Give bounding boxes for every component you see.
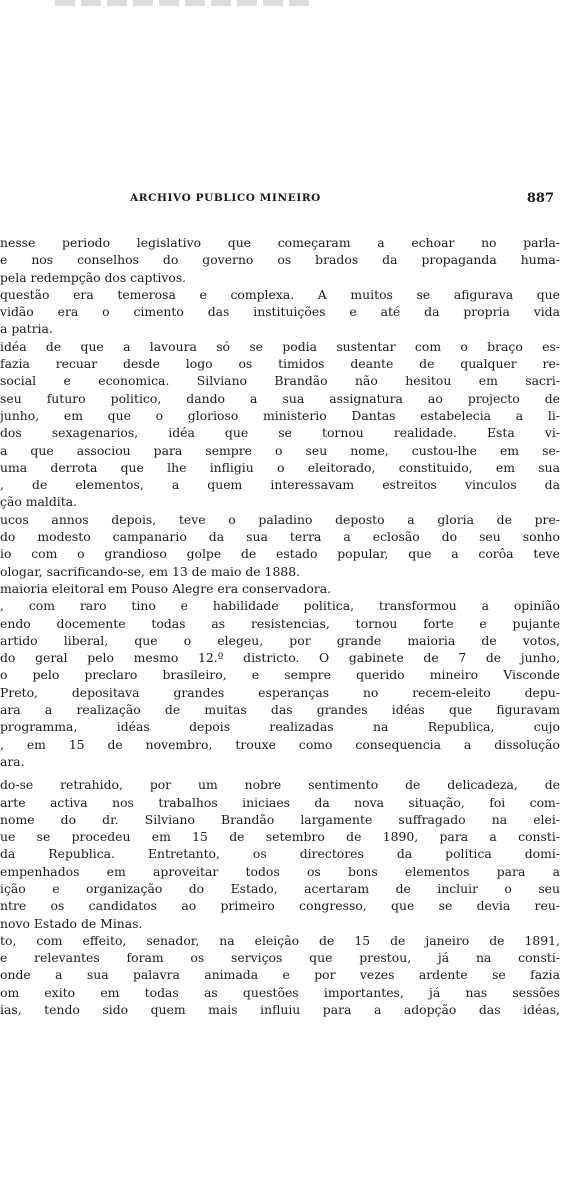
text-line: ara. xyxy=(0,753,25,769)
text-line: maioria eleitoral em Pouso Alegre era conservadora. xyxy=(0,580,332,596)
text-line: junho, em que o glorioso ministerio Dantas estabelecia a li- xyxy=(0,407,560,423)
text-line: e relevantes foram os serviços que prestou, já na consti- xyxy=(0,950,560,966)
text-line: , com raro tino e habilidade politica, transformou a opinião xyxy=(0,598,560,614)
text-line: io com o grandioso golpe de estado popular, que a corôa teve xyxy=(0,546,560,562)
text-line: do-se retrahido, por um nobre sentimento de delicadeza, de xyxy=(0,777,560,793)
text-line: questão era temerosa e complexa. A muitos se afigurava que xyxy=(0,286,560,302)
text-line: fazia recuar desde logo os timidos deante de qualquer re- xyxy=(0,356,560,372)
text-line: do geral pelo mesmo 12.º districto. O gabinete de 7 de junho, xyxy=(0,650,560,666)
text-line: empenhados em aproveitar todos os bons elementos para a xyxy=(0,863,560,879)
text-line: ição e organização do Estado, acertaram de incluir o seu xyxy=(0,880,560,896)
text-line: artido liberal, que o elegeu, por grande maioria de votos, xyxy=(0,632,560,648)
text-line: a patria. xyxy=(0,321,53,337)
text-line: ara a realização de muitas das grandes idéas que figuravam xyxy=(0,702,560,718)
text-line: do modesto campanario da sua terra a eclosão do seu sonho xyxy=(0,529,560,545)
text-line: ucos annos depois, teve o paladino deposto a gloria de pre- xyxy=(0,511,560,527)
text-line: arte activa nos trabalhos iniciaes da nova situação, foi com- xyxy=(0,794,560,810)
text-line: programma, idéas depois realizadas na Republica, cujo xyxy=(0,719,560,735)
text-line: , de elementos, a quem interessavam estreitos vinculos da xyxy=(0,477,560,493)
text-line: nome do dr. Silviano Brandão largamente suffragado na elei- xyxy=(0,811,560,827)
text-line: social e economica. Silviano Brandão não hesitou em sacri- xyxy=(0,373,560,389)
text-line: om exito em todas as questões importantes, já nas sessões xyxy=(0,984,560,1000)
page-header xyxy=(0,192,573,212)
text-line: seu futuro politico, dando a sua assignatura ao projecto de xyxy=(0,390,560,406)
text-line: vidão era o cimento das instituições e até da propria vida xyxy=(0,304,560,320)
page-number: 887 xyxy=(526,191,554,206)
text-line: ntre os candidatos ao primeiro congresso, que se devia reu- xyxy=(0,898,560,914)
text-line: ias, tendo sido quem mais influiu para a adopção das idéas, xyxy=(0,1002,560,1018)
text-line: nesse periodo legislativo que começaram a echoar no parla- xyxy=(0,235,560,250)
text-line: a que associou para sempre o seu nome, custou-lhe em se- xyxy=(0,442,560,458)
text-line: to, com effeito, senador, na eleição de 15 de janeiro de 1891, xyxy=(0,932,560,948)
text-line: pela redempção dos captivos. xyxy=(0,269,187,285)
text-line: da Republica. Entretanto, os directores da politica domi- xyxy=(0,846,560,862)
text-line: ue se procedeu em 15 de setembro de 1890, para a consti- xyxy=(0,829,560,845)
text-line: o pelo preclaro brasileiro, e sempre querido mineiro Visconde xyxy=(0,667,560,683)
text-line: novo Estado de Minas. xyxy=(0,915,143,931)
text-line: dos sexagenarios, idéa que se tornou realidade. Esta vi- xyxy=(0,425,560,441)
text-line: uma derrota que lhe infligiu o eleitorado, constituido, em sua xyxy=(0,459,560,475)
text-line: e nos conselhos do governo os brados da propaganda huma- xyxy=(0,252,560,268)
bleed-through-mark xyxy=(55,0,315,6)
text-line: ção maldita. xyxy=(0,494,78,510)
text-line: onde a sua palavra animada e por vezes ardente se fazia xyxy=(0,967,560,983)
text-line: ologar, sacrificando-se, em 13 de maio de 1888. xyxy=(0,563,301,579)
text-line: , em 15 de novembro, trouxe como consequencia a dissolução xyxy=(0,736,560,752)
body-text xyxy=(0,234,560,1018)
running-title: ARCHIVO PUBLICO MINEIRO xyxy=(130,192,321,204)
text-line: Preto, depositava grandes esperanças no recem-eleito depu- xyxy=(0,684,560,700)
text-line: endo docemente todas as resistencias, tornou forte e pujante xyxy=(0,615,560,631)
text-line: idéa de que a lavoura só se podia sustentar com o braço es- xyxy=(0,338,560,354)
